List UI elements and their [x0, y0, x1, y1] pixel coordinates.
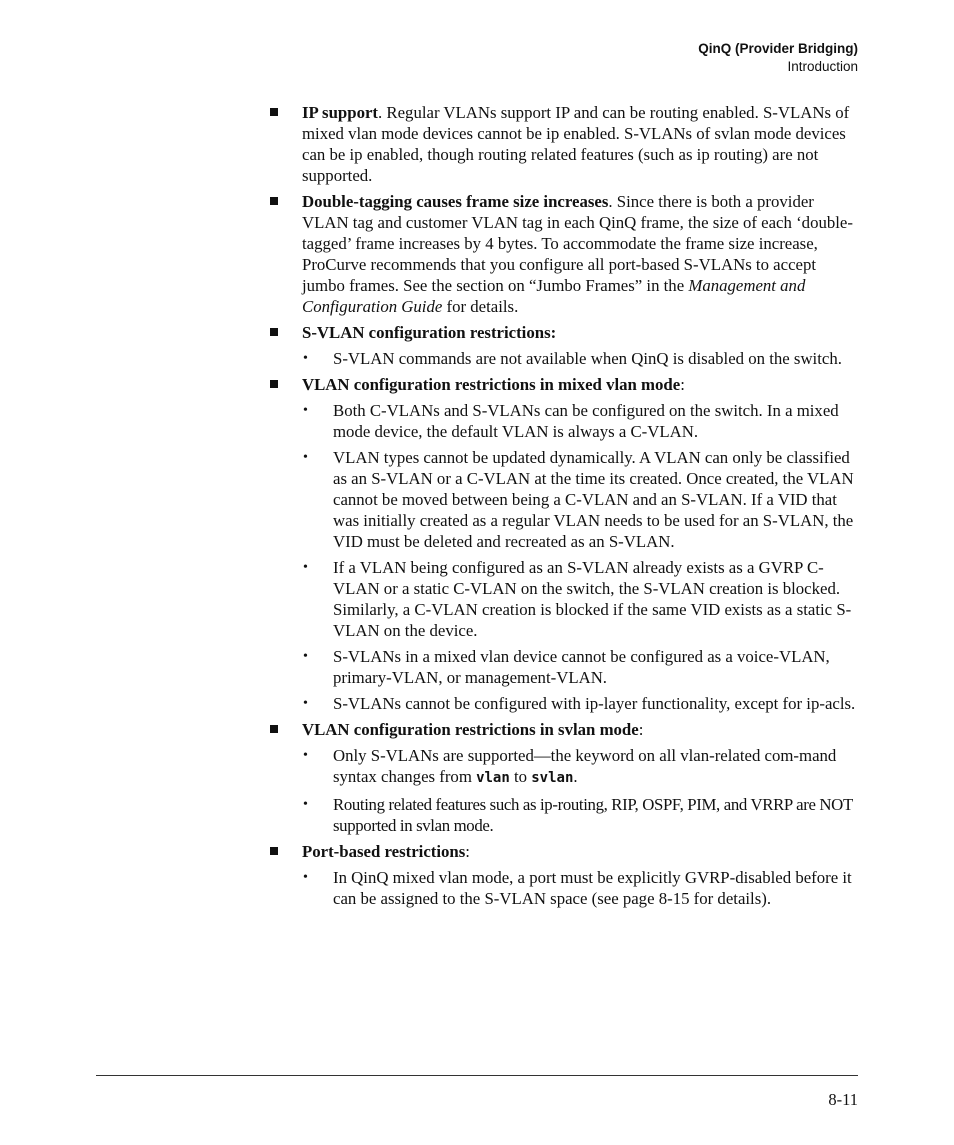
bullet-heading: VLAN configuration restrictions in svlan mode [302, 720, 639, 739]
sub-bullet [268, 693, 858, 714]
bullet-heading: IP support [302, 103, 379, 122]
sub-bullet-text: to [509, 767, 532, 786]
sub-bullet-text: Both C-VLANs and S-VLANs can be configured on the switch. In a mixed mode device, the default VLAN is always a C-VLAN. [333, 401, 839, 441]
sub-bullet [268, 447, 858, 552]
round-bullet-icon: • [303, 403, 308, 418]
bullet-heading: Port-based restrictions [302, 842, 466, 861]
round-bullet-icon: • [303, 450, 308, 465]
sub-bullet [268, 745, 858, 789]
bullet-text: . Regular VLANs support IP and can be routing enabled. S-VLANs of mixed vlan mode devices cannot be ip enabled. S-VLANs of svlan mode devices can be ip enabled, though routing related features (such as ip routing) are not supported. [302, 103, 850, 185]
bullet-heading: Double-tagging causes frame size increases [302, 192, 609, 211]
bullet-mixed-mode [268, 374, 858, 395]
bullet-svlan-mode [268, 719, 858, 740]
round-bullet-icon: • [303, 696, 308, 711]
sub-bullet [268, 867, 858, 909]
bullet-text: . Since there is both a provider VLAN tag and customer VLAN tag in each QinQ frame, the size of each ‘double-tagged’ frame increases by 4 bytes. To accommodate the frame size increase, ProCurve recommends that you configure all port-based S-VLANs to accept jumbo frames. See the section on “Jumbo Frames” in the [302, 192, 853, 295]
bullet-heading: S-VLAN configuration restrictions: [302, 323, 557, 342]
sub-bullet-text: In QinQ mixed vlan mode, a port must be explicitly GVRP-disabled before it can be assigned to the S-VLAN space (see page 8-15 for details). [333, 868, 852, 908]
page-body [268, 102, 858, 914]
sub-bullet-text: VLAN types cannot be updated dynamically. A VLAN can only be classified as an S-VLAN or a C-VLAN at the time its created. Once created, the VLAN cannot be moved between being a C-VLAN and an S-VLAN. If a VID that was initially created as a regular VLAN needs to be used for an S-VLAN, the VID must be deleted and recreated as an S-VLAN. [333, 448, 854, 551]
bullet-double-tagging [268, 191, 858, 317]
bullet-ip-support [268, 102, 858, 186]
sub-bullet-text: S-VLANs cannot be configured with ip-layer functionality, except for ip-acls. [333, 694, 856, 713]
header-title: QinQ (Provider Bridging) [698, 41, 858, 56]
round-bullet-icon: • [303, 351, 308, 366]
sub-bullet [268, 348, 858, 369]
square-bullet-icon [270, 197, 278, 205]
sub-bullet-text: Routing related features such as ip-routing, RIP, OSPF, PIM, and VRRP are NOT supported in svlan mode. [333, 795, 853, 835]
bullet-colon: : [638, 720, 644, 739]
footer-rule [96, 1075, 858, 1076]
sub-bullet-text: S-VLANs in a mixed vlan device cannot be configured as a voice-VLAN, primary-VLAN, or management-VLAN. [333, 647, 830, 687]
sub-bullet-text: S-VLAN commands are not available when QinQ is disabled on the switch. [333, 349, 842, 368]
square-bullet-icon [270, 328, 278, 336]
bullet-svlan-config [268, 322, 858, 343]
running-header [698, 40, 858, 76]
sub-bullet [268, 646, 858, 688]
bullet-heading: VLAN configuration restrictions in mixed vlan mode [302, 375, 681, 394]
page-number: 8-11 [828, 1090, 858, 1109]
round-bullet-icon: • [303, 870, 308, 885]
command-vlan: vlan [476, 770, 510, 786]
sub-bullet [268, 400, 858, 442]
round-bullet-icon: • [303, 797, 308, 812]
bullet-colon: : [680, 375, 685, 394]
bullet-text: for details. [442, 297, 519, 316]
round-bullet-icon: • [303, 748, 308, 763]
sub-bullet [268, 557, 858, 641]
sub-bullet-text: If a VLAN being configured as an S-VLAN already exists as a GVRP C-VLAN or a static C-VLAN on the switch, the S-VLAN creation is blocked. Similarly, a C-VLAN creation is blocked if the same VID exists as a static S-VLAN on the device. [333, 558, 852, 640]
sub-bullet-text: Only S-VLANs are supported—the keyword on all vlan-related com-mand syntax changes from [333, 746, 837, 786]
sub-bullet [268, 794, 858, 836]
command-svlan: svlan [531, 770, 574, 786]
round-bullet-icon: • [303, 560, 308, 575]
guide-title: Management and Configuration Guide [302, 276, 806, 316]
square-bullet-icon [270, 380, 278, 388]
round-bullet-icon: • [303, 649, 308, 664]
square-bullet-icon [270, 847, 278, 855]
square-bullet-icon [270, 108, 278, 116]
square-bullet-icon [270, 725, 278, 733]
bullet-colon: : [465, 842, 470, 861]
sub-bullet-text: . [573, 767, 578, 786]
bullet-port-based [268, 841, 858, 862]
header-subtitle: Introduction [787, 59, 858, 74]
